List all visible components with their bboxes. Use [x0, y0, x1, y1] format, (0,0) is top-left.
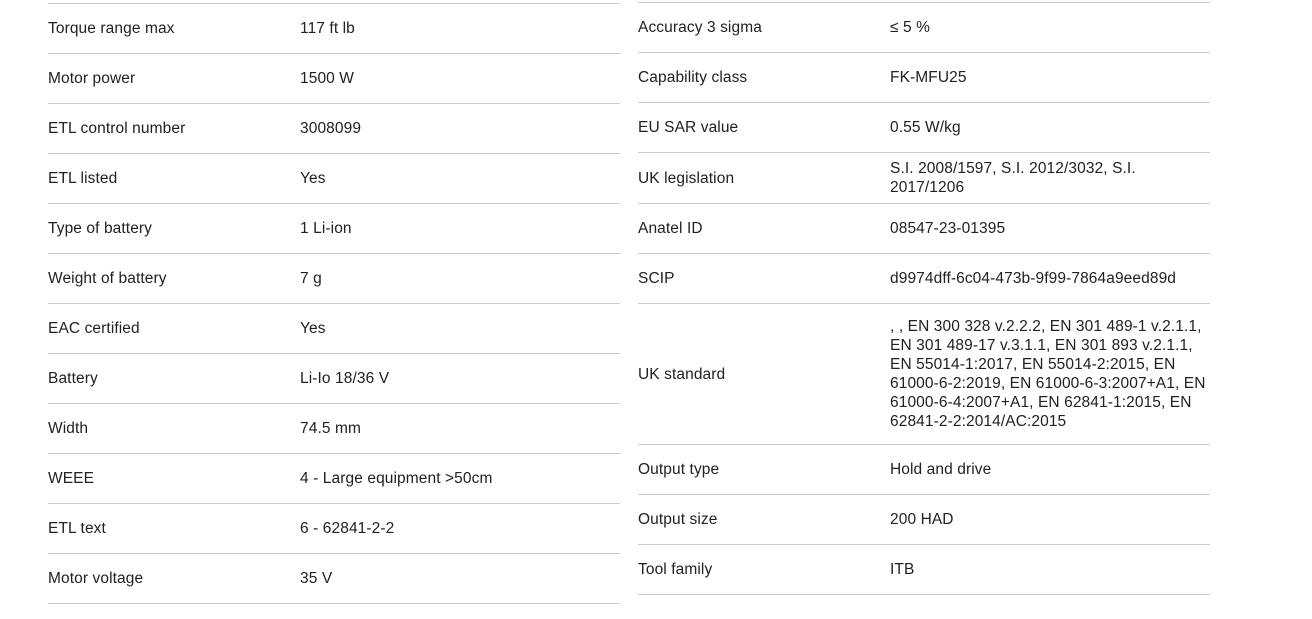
spec-label: Output size [638, 511, 718, 528]
spec-value: Yes [300, 320, 326, 337]
spec-value: 74.5 mm [300, 420, 361, 437]
spec-row-width [48, 404, 620, 454]
spec-label: Anatel ID [638, 220, 703, 237]
spec-value: ITB [890, 561, 915, 578]
spec-value: S.I. 2008/1597, S.I. 2012/3032, S.I. 2017/1206 [890, 160, 1136, 196]
spec-value: Yes [300, 170, 326, 187]
spec-row-eac-certified [48, 304, 620, 354]
spec-table-right [638, 2, 1210, 595]
spec-label: EU SAR value [638, 119, 739, 136]
spec-label: Type of battery [48, 220, 153, 237]
spec-label: ETL text [48, 520, 106, 537]
spec-row-uk-standard [638, 304, 1210, 445]
spec-value: 6 - 62841-2-2 [300, 520, 395, 537]
spec-row-accuracy-3-sigma [638, 3, 1210, 53]
spec-label: Battery [48, 370, 98, 387]
spec-label: Tool family [638, 561, 713, 578]
spec-label: ETL listed [48, 170, 118, 187]
spec-row-eu-sar-value [638, 103, 1210, 153]
spec-row-type-of-battery [48, 204, 620, 254]
spec-label: SCIP [638, 270, 675, 287]
spec-label: Width [48, 420, 89, 437]
spec-row-tool-family [638, 545, 1210, 595]
spec-value: 0.55 W/kg [890, 119, 961, 136]
spec-value: 117 ft lb [300, 20, 355, 37]
spec-value: Hold and drive [890, 461, 992, 478]
spec-label: EAC certified [48, 320, 140, 337]
spec-row-motor-voltage [48, 554, 620, 604]
spec-value: FK-MFU25 [890, 69, 967, 86]
spec-label: Accuracy 3 sigma [638, 19, 762, 36]
spec-row-uk-legislation [638, 153, 1210, 204]
spec-label: UK standard [638, 365, 726, 383]
spec-label: Output type [638, 461, 720, 478]
spec-value: 3008099 [300, 120, 362, 137]
spec-row-anatel-id [638, 204, 1210, 254]
spec-row-etl-listed [48, 154, 620, 204]
spec-row-motor-power [48, 54, 620, 104]
spec-label: Motor voltage [48, 570, 144, 587]
spec-value: d9974dff-6c04-473b-9f99-7864a9eed89d [890, 270, 1177, 287]
spec-row-weight-of-battery [48, 254, 620, 304]
spec-label: WEEE [48, 470, 95, 487]
spec-row-etl-control-number [48, 104, 620, 154]
spec-value: 35 V [300, 570, 333, 587]
spec-value: 200 HAD [890, 511, 954, 528]
spec-row-scip [638, 254, 1210, 304]
spec-row-capability-class [638, 53, 1210, 103]
spec-row-etl-text [48, 504, 620, 554]
spec-row-output-type [638, 445, 1210, 495]
spec-value: 4 - Large equipment >50cm [300, 470, 493, 487]
spec-value: , , EN 300 328 v.2.2.2, EN 301 489-1 v.2.1.1, EN 301 489-17 v.3.1.1, EN 301 893 v.2.1.1, EN 55014-1:2017, EN 55014-2:2015, EN 61000-6-2:2019, EN 61000-6-3:2007+A1, EN 61000-6-4:2007+A1, EN 62841-1:2015, EN 62841-2-2:2014/AC:2015 [890, 318, 1206, 430]
spec-value: 1500 W [300, 70, 355, 87]
spec-label: ETL control number [48, 120, 186, 137]
spec-label: Motor power [48, 70, 136, 87]
spec-value: 1 Li-ion [300, 220, 352, 237]
spec-value: 7 g [300, 270, 322, 287]
spec-row-battery [48, 354, 620, 404]
spec-label: Capability class [638, 69, 748, 86]
spec-value: Li-Io 18/36 V [300, 370, 390, 387]
spec-label: Weight of battery [48, 270, 167, 287]
spec-value: 08547-23-01395 [890, 220, 1006, 237]
spec-row-output-size [638, 495, 1210, 545]
spec-value: ≤ 5 % [890, 19, 931, 36]
spec-row-torque-range-max [48, 4, 620, 54]
spec-label: Torque range max [48, 20, 175, 37]
spec-row-weee [48, 454, 620, 504]
spec-label: UK legislation [638, 169, 735, 187]
spec-table-left [48, 3, 620, 604]
